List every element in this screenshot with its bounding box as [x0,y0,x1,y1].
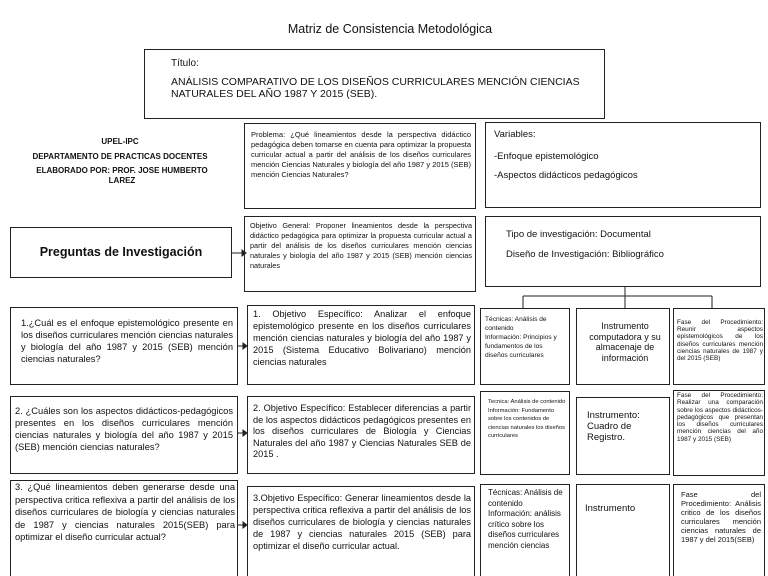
title-label: Título: [171,58,199,69]
problem-box [244,123,476,209]
variable-item-1: -Enfoque epistemológico [494,151,599,162]
phase-box-2 [673,390,765,476]
research-type: Tipo de investigación: Documental [506,229,651,240]
objective-3: 3.Objetivo Específico: Generar lineamientos desde la perspectiva critica reflexiva a partir del análisis de los diseños curriculares de biología y ciencias naturales de 1987 y ciencias naturales 2015 (SEB) para optimizar el diseño curricular actual. [253,493,471,551]
general-objective-text: Objetivo General: Proponer lineamientos desde la perspectiva didáctico pedagógica para optimizar la propuesta curricular actual a partir del análisis de los diseños curriculares mención ciencias naturales y biología del año 1987 y 2015 (SEB) mención ciencias naturales [250,221,472,270]
variables-title: Variables: [494,129,536,140]
technique-1: Técnicas: Análisis de contenido Información: Principios y fundamentos de los diseños curriculares [485,316,557,359]
variables-box [485,122,761,208]
technique-3: Técnicas: Análisis de contenido Información: análisis crítico sobre los diseños curriculares mención ciencias [488,488,563,550]
question-box-2 [10,396,238,474]
institution-author: ELABORADO POR: PROF. JOSE HUMBERTO LAREZ [36,166,208,185]
objective-box-1 [247,305,475,385]
research-type-box [485,216,761,287]
phase-box-1 [673,308,765,385]
question-box-3 [10,480,238,576]
technique-box-3 [480,484,570,576]
question-2: 2. ¿Cuáles son los aspectos didácticos-pedagógicos presentes en los diseños curriculares mención ciencias naturales y biología del año 1987 y 2015 (SEB) mención ciencias naturales? [15,406,233,452]
title-text: ANÁLISIS COMPARATIVO DE LOS DISEÑOS CURRICULARES MENCIÓN CIENCIAS NATURALES DEL AÑO 1987 Y 2015 (SEB). [171,76,580,100]
instrument-1: Instrumento computadora y su almacenaje de información [589,321,661,363]
instrument-box-1 [576,308,670,385]
question-1: 1.¿Cuál es el enfoque epistemológico presente en los diseños curriculares mención ciencias naturales y biología del año 1987 y 2015 (SEB) mención ciencias naturales? [21,318,233,364]
technique-2: Tecnica: Análisis de contenido Información: Fundamento sobre los contenidos de ciencias naturales los diseños curriculares [488,399,566,439]
general-objective-box [244,216,476,292]
questions-heading: Preguntas de Investigación [39,245,203,259]
problem-text: Problema: ¿Qué lineamientos desde la perspectiva didáctico pedagógica deben tomarse en cuenta para optimizar la propuesta curricular actual a partir del análisis de los diseños curriculares mención Ciencias Naturales y biología del año 1987 y 2015 (SEB) mención Ciencias Naturales? [251,130,471,179]
instrument-3: Instrumento [585,503,636,514]
variable-item-2: -Aspectos didácticos pedagógicos [494,170,638,181]
institution-department: DEPARTAMENTO DE PRACTICAS DOCENTES [32,152,208,161]
objective-1: 1. Objetivo Específico: Analizar el enfoque epistemológico presente en los diseños curriculares mención ciencias naturales y biología del año 1987 y 2015 (Sistema Educativo Bolivariano) mención ciencias naturales [253,309,471,367]
question-box-1 [10,307,238,385]
technique-box-2 [480,391,570,475]
phase-2: Fase del Procedimiento: Realizar una comparación sobre los aspectos didácticos-pedagógicos que presentan los diseños curriculares mención ciencias del año 1987 y 2015 (SEB) [677,392,763,443]
instrument-box-2 [576,397,670,475]
instrument-box-3 [576,484,670,576]
phase-1: Fase del Procedimiento: Reunir aspectos epistemológicos de los diseños curriculares mención ciencias naturales de 1987 y del 2015 (SEB) [677,319,763,363]
objective-box-3 [247,486,475,576]
objective-2: 2. Objetivo Específico: Establecer diferencias a partir de los aspectos didácticos pedagógicos presentes en los diseños curriculares de Biología y Ciencias Naturales del año 1987 y Ciencias Naturales SEB de 2015 . [253,403,471,459]
objective-box-2 [247,396,475,474]
research-design: Diseño de Investigación: Bibliográfico [506,249,664,260]
phase-box-3 [673,484,765,576]
institution-name: UPEL-IPC [101,137,139,146]
instrument-2: Instrumento: Cuadro de Registro. [587,410,640,443]
page-title: Matriz de Consistencia Metodológica [287,22,493,36]
technique-box-1 [480,308,570,385]
questions-heading-box [10,227,232,278]
question-3: 3. ¿Qué lineamientos deben generarse desde una perspectiva critica reflexiva a partir del análisis de los diseños curriculares de biología y ciencias naturales de 1987 y ciencias naturales 2015(SEB) para optimizar el diseño curricular actual? [15,482,235,542]
title-box [144,49,605,119]
phase-3: Fase del Procedimiento: Análisis critico de los diseños curriculares mención ciencias naturales de 1987 y del 2015(SEB) [681,490,761,544]
